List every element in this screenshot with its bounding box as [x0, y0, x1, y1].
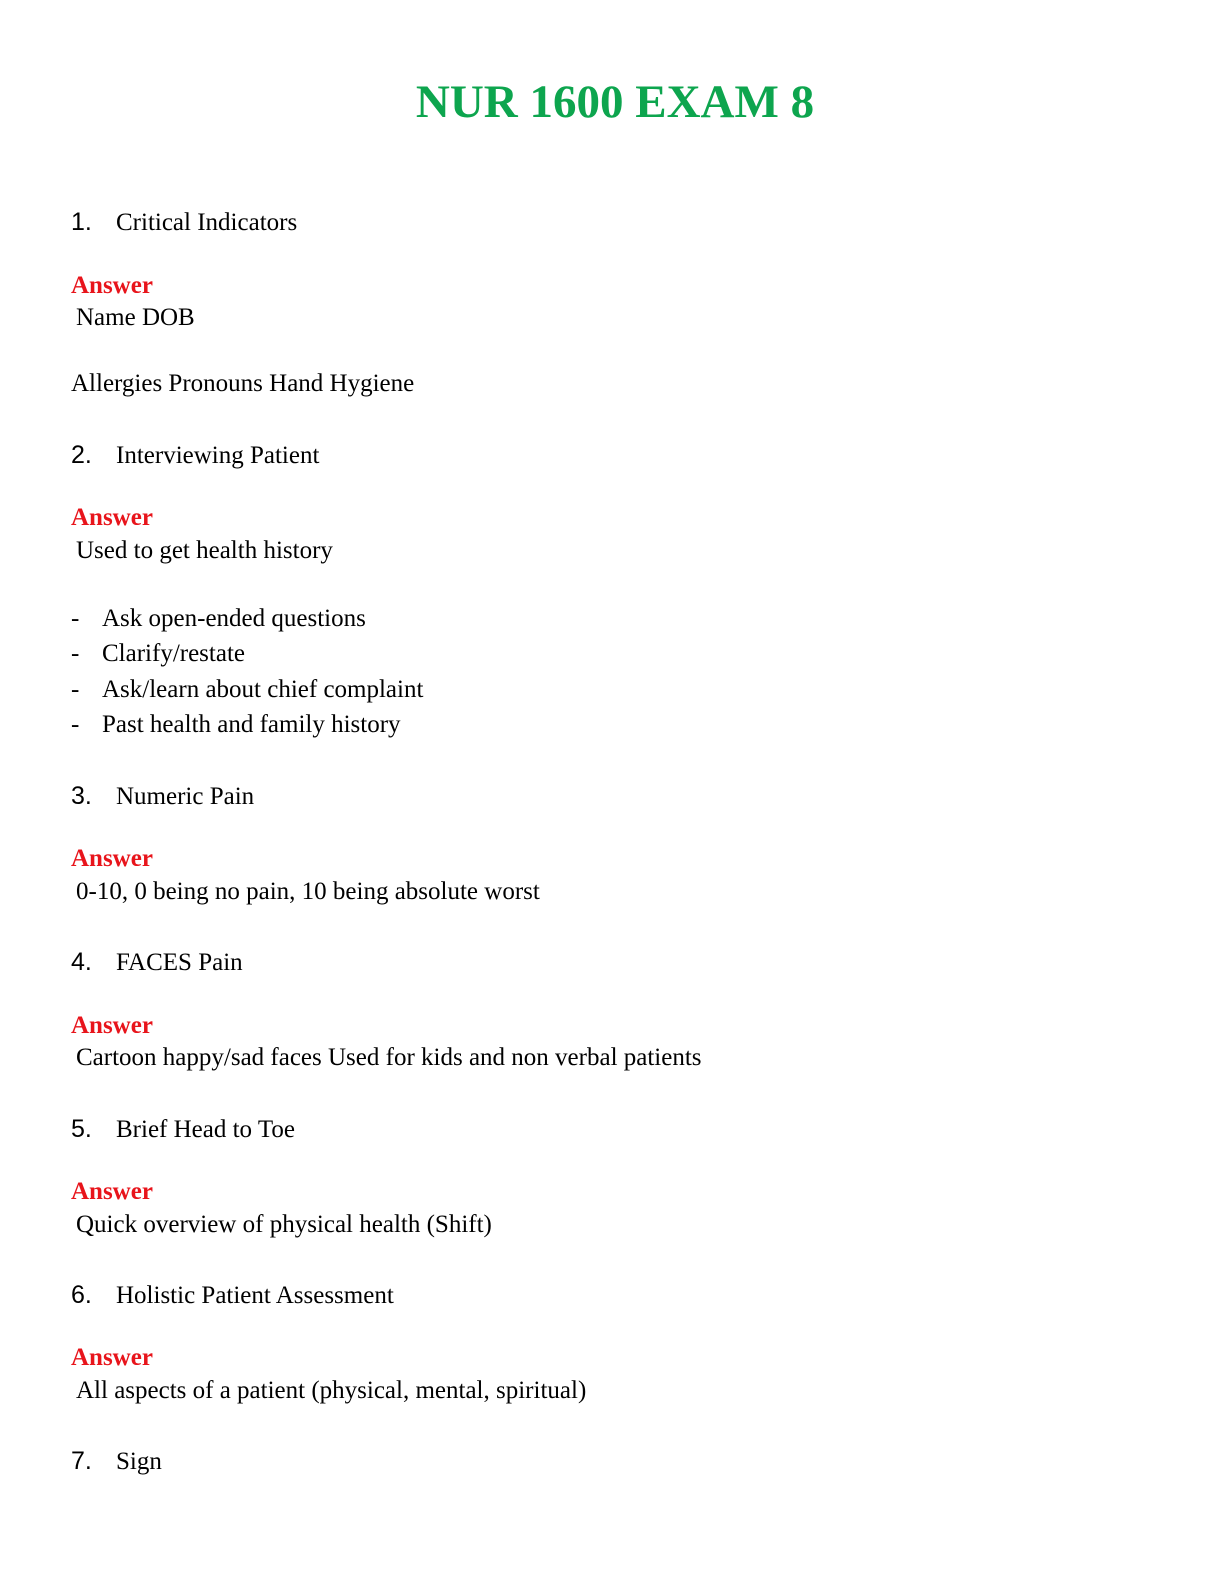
question-number: 4.	[71, 948, 92, 976]
question-text: Interviewing Patient	[116, 442, 320, 469]
question-7	[71, 1443, 162, 1479]
bullet-text: Clarify/restate	[102, 640, 245, 668]
answer-text: Allergies Pronouns Hand Hygiene	[71, 370, 415, 397]
bullet-marker: -	[71, 605, 80, 632]
question-number: 6.	[71, 1281, 92, 1309]
answer-label: Answer	[71, 1178, 153, 1205]
answer-text: 0-10, 0 being no pain, 10 being absolute worst	[76, 878, 540, 905]
answer-text: Name DOB	[76, 304, 195, 331]
question-4	[71, 944, 243, 980]
bullet-text: Ask/learn about chief complaint	[102, 675, 424, 703]
answer-text: All aspects of a patient (physical, mental, spiritual)	[76, 1377, 587, 1404]
question-text: Critical Indicators	[116, 209, 298, 236]
question-3	[71, 778, 254, 814]
page-title: NUR 1600 EXAM 8	[415, 76, 815, 128]
question-text: Numeric Pain	[116, 783, 255, 810]
answer-text: Quick overview of physical health (Shift)	[76, 1211, 492, 1238]
question-2	[71, 437, 319, 473]
bullet-marker: -	[71, 640, 80, 668]
bullet-marker: -	[71, 675, 80, 703]
question-text: Holistic Patient Assessment	[116, 1282, 394, 1309]
answer-label: Answer	[71, 272, 153, 299]
answer-label: Answer	[71, 845, 153, 872]
answer-label: Answer	[71, 1344, 153, 1371]
question-text: Brief Head to Toe	[116, 1116, 295, 1143]
list-item	[71, 707, 423, 742]
question-number: 2.	[71, 441, 92, 469]
question-number: 1.	[71, 208, 92, 236]
answer-label: Answer	[71, 1012, 153, 1039]
question-5	[71, 1111, 295, 1147]
question-number: 5.	[71, 1115, 92, 1143]
answer-text: Cartoon happy/sad faces Used for kids and non verbal patients	[76, 1044, 702, 1071]
question-1	[71, 204, 297, 240]
answer-text: Used to get health history	[76, 537, 333, 564]
list-item	[71, 601, 423, 636]
question-number: 7.	[71, 1447, 92, 1475]
bullet-marker: -	[71, 710, 80, 738]
list-item	[71, 636, 423, 671]
bullet-text: Past health and family history	[102, 710, 401, 738]
question-text: FACES Pain	[116, 949, 243, 976]
list-item	[71, 672, 423, 707]
question-6	[71, 1277, 394, 1313]
question-text: Sign	[116, 1448, 162, 1475]
question-number: 3.	[71, 782, 92, 810]
bullet-text: Ask open-ended questions	[102, 605, 366, 632]
bullet-list	[71, 601, 423, 742]
answer-label: Answer	[71, 504, 153, 531]
